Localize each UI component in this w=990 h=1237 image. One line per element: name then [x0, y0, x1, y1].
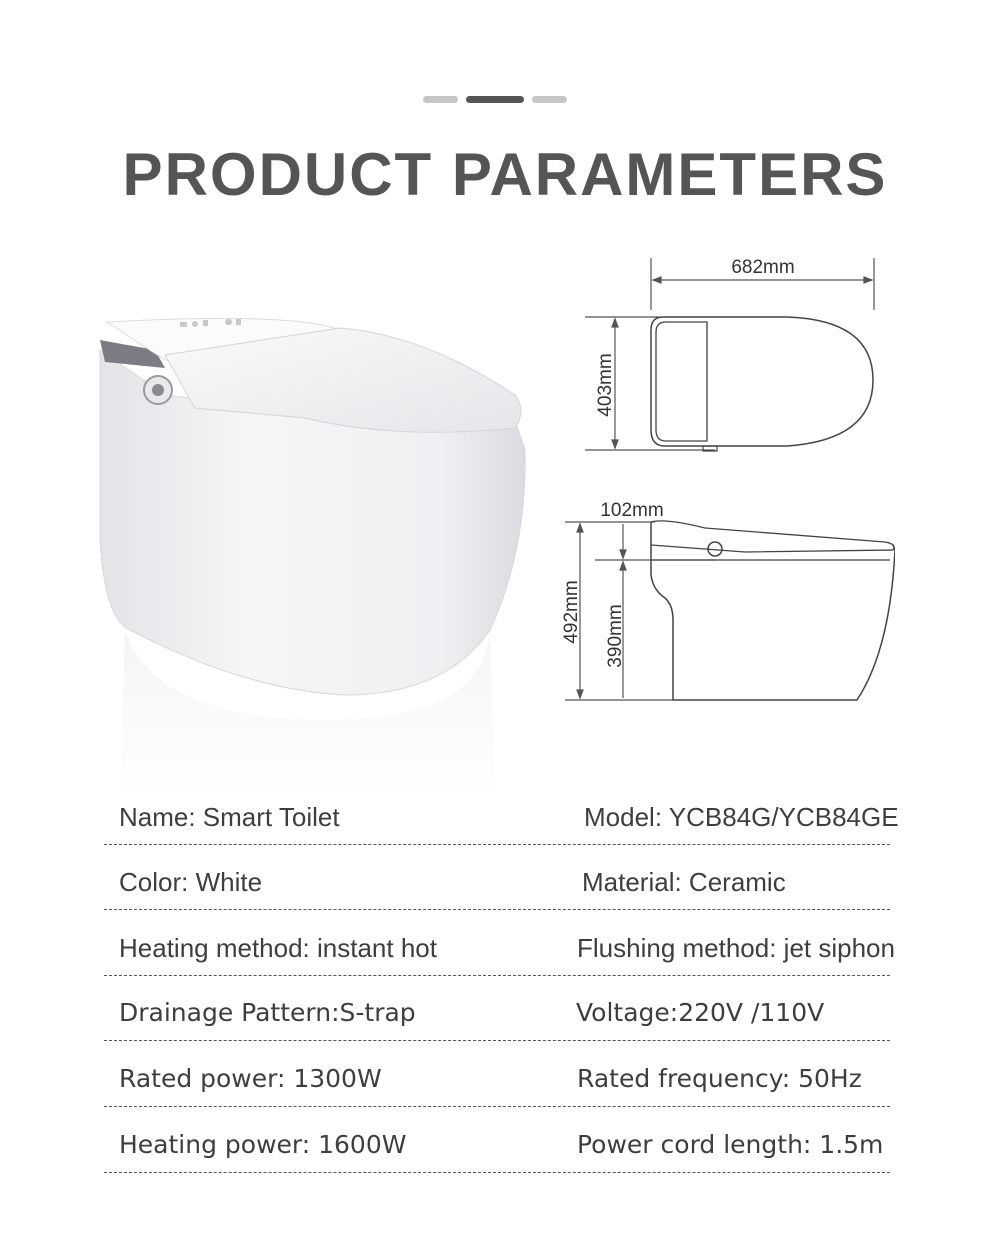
spec-flushing-method: Flushing method: jet siphon [577, 933, 895, 963]
dimension-drawing [555, 250, 895, 710]
spec-material: Material: Ceramic [582, 867, 786, 897]
depth-label: 403mm [595, 353, 616, 417]
spec-heating-power: Heating power: 1600W [119, 1130, 407, 1159]
spec-heating-method: Heating method: instant hot [119, 933, 437, 963]
spec-color: Color: White [119, 867, 263, 897]
spec-rated-power: Rated power: 1300W [119, 1064, 382, 1093]
width-label: 682mm [731, 257, 795, 278]
row-divider [104, 844, 890, 845]
carousel-dot[interactable] [423, 96, 458, 103]
spec-drainage: Drainage Pattern:S-trap [119, 998, 416, 1027]
page-title: PRODUCT PARAMETERS [122, 141, 888, 208]
bowl-height-label: 390mm [605, 604, 626, 668]
spec-voltage: Voltage:220V /110V [576, 998, 825, 1027]
spec-name: Name: Smart Toilet [119, 802, 340, 832]
total-height-label: 492mm [561, 580, 582, 644]
carousel-dot[interactable] [532, 96, 567, 103]
spec-rated-frequency: Rated frequency: 50Hz [577, 1064, 862, 1093]
row-divider [104, 975, 890, 976]
row-divider [104, 1040, 890, 1041]
product-photo [95, 300, 540, 800]
spec-model: Model: YCB84G/YCB84GE [584, 802, 899, 832]
spec-row [0, 867, 990, 933]
spec-row [0, 802, 990, 868]
row-divider [104, 1106, 890, 1107]
spec-row [0, 1064, 990, 1130]
row-divider [104, 909, 890, 910]
spec-row [0, 933, 990, 999]
spec-power-cord: Power cord length: 1.5m [577, 1130, 884, 1159]
spec-row [0, 1130, 990, 1196]
seat-height-label: 102mm [600, 500, 664, 521]
spec-row [0, 998, 990, 1064]
row-divider [104, 1172, 890, 1173]
carousel-dot-active[interactable] [466, 96, 524, 103]
